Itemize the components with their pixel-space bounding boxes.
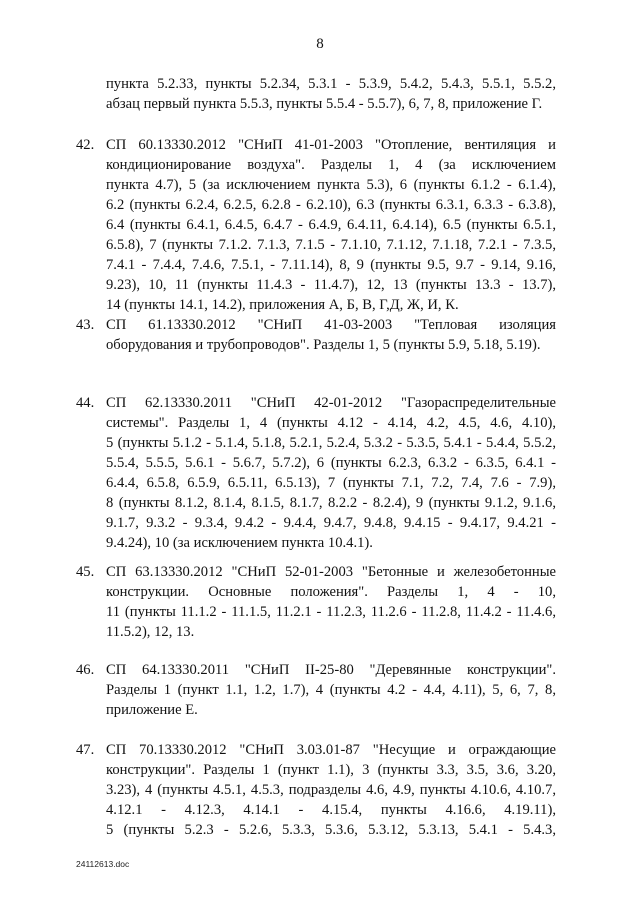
- list-item: [76, 135, 556, 315]
- text-line: 14 (пункты 14.1, 14.2), приложения А, Б, В, Г,Д, Ж, И, К.: [106, 297, 459, 313]
- list-item: [76, 660, 556, 720]
- text-line: СП 63.13330.2012 "СНиП 52-01-2003 "Бетонные и железобетонные: [106, 564, 556, 580]
- text-line: СП 64.13330.2011 "СНиП II-25-80 "Деревянные конструкции".: [106, 662, 556, 678]
- item-text: [106, 660, 556, 720]
- text-line: 9.23), 10, 11 (пункты 11.4.3 - 11.4.7), 12, 13 (пункты 13.3 - 13.7),: [106, 277, 556, 293]
- item-text: [106, 315, 556, 355]
- item-number: 45.: [76, 564, 95, 580]
- item-text: [106, 135, 556, 315]
- text-line: 6.4 (пункты 6.4.1, 6.4.5, 6.4.7 - 6.4.9, 6.4.11, 6.4.14), 6.5 (пункты 6.5.1,: [106, 217, 556, 233]
- list-item: [76, 562, 556, 642]
- item-number: 46.: [76, 662, 95, 678]
- text-line: Разделы 1 (пункт 1.1, 1.2, 1.7), 4 (пункты 4.2 - 4.4, 4.11), 5, 6, 7, 8,: [106, 682, 556, 698]
- item-number: 43.: [76, 317, 95, 333]
- text-line: 7.4.1 - 7.4.4, 7.4.6, 7.5.1, - 7.11.14), 8, 9 (пункты 9.5, 9.7 - 9.14, 9.16,: [106, 257, 556, 273]
- text-line: приложение Е.: [106, 702, 198, 718]
- item-text: [106, 740, 556, 840]
- list-item: [76, 740, 556, 840]
- text-line: пункта 4.7), 5 (за исключением пункта 5.3), 6 (пункты 6.1.2 - 6.1.4),: [106, 177, 556, 193]
- item-text: [106, 393, 556, 553]
- text-line: 6.5.8), 7 (пункты 7.1.2. 7.1.3, 7.1.5 - 7.1.10, 7.1.12, 7.1.18, 7.2.1 - 7.3.5,: [106, 237, 556, 253]
- file-name-footer: 24112613.doc: [76, 859, 130, 869]
- item-number: 44.: [76, 395, 95, 411]
- text-line: абзац первый пункта 5.5.3, пункты 5.5.4 - 5.5.7), 6, 7, 8, приложение Г.: [106, 96, 543, 112]
- page-number: 8: [316, 36, 324, 52]
- text-line: оборудования и трубопроводов". Разделы 1, 5 (пункты 5.9, 5.18, 5.19).: [106, 337, 541, 353]
- text-line: 6.2 (пункты 6.2.4, 6.2.5, 6.2.8 - 6.2.10), 6.3 (пункты 6.3.1, 6.3.3 - 6.3.8),: [106, 197, 556, 213]
- text-line: 6.4.4, 6.5.8, 6.5.9, 6.5.11, 6.5.13), 7 (пункты 7.1, 7.2, 7.4, 7.6 - 7.9),: [106, 475, 556, 491]
- list-item: [76, 315, 556, 355]
- item-number: 47.: [76, 742, 95, 758]
- text-line: 5.5.4, 5.5.5, 5.6.1 - 5.6.7, 5.7.2), 6 (пункты 6.2.3, 6.3.2 - 6.3.5, 6.4.1 -: [106, 455, 556, 471]
- text-line: 11.5.2), 12, 13.: [106, 624, 195, 640]
- text-line: системы". Разделы 1, 4 (пункты 4.12 - 4.14, 4.2, 4.5, 4.6, 4.10),: [106, 415, 556, 431]
- text-line: СП 61.13330.2012 "СНиП 41-03-2003 "Тепловая изоляция: [106, 317, 556, 333]
- list-item: [76, 393, 556, 553]
- item-number: 42.: [76, 137, 95, 153]
- text-line: 9.4.24), 10 (за исключением пункта 10.4.1).: [106, 535, 373, 551]
- text-line: 9.1.7, 9.3.2 - 9.3.4, 9.4.2 - 9.4.4, 9.4.7, 9.4.8, 9.4.15 - 9.4.17, 9.4.21 -: [106, 515, 556, 531]
- text-line: пункта 5.2.33, пункты 5.2.34, 5.3.1 - 5.3.9, 5.4.2, 5.4.3, 5.5.1, 5.5.2,: [106, 76, 556, 92]
- text-line: 5 (пункты 5.2.3 - 5.2.6, 5.3.3, 5.3.6, 5.3.12, 5.3.13, 5.4.1 - 5.4.3,: [106, 822, 556, 838]
- item-text: [106, 562, 556, 642]
- text-line: конструкции. Основные положения". Разделы 1, 4 - 10,: [106, 584, 556, 600]
- text-line: 11 (пункты 11.1.2 - 11.1.5, 11.2.1 - 11.2.3, 11.2.6 - 11.2.8, 11.4.2 - 11.4.6,: [106, 604, 556, 620]
- text-line: конструкции". Разделы 1 (пункт 1.1), 3 (пункты 3.3, 3.5, 3.6, 3.20,: [106, 762, 556, 778]
- text-line: кондиционирование воздуха". Разделы 1, 4 (за исключением: [106, 157, 556, 173]
- text-line: СП 62.13330.2011 "СНиП 42-01-2012 "Газораспределительные: [106, 395, 556, 411]
- text-line: СП 60.13330.2012 "СНиП 41-01-2003 "Отопление, вентиляция и: [106, 137, 556, 153]
- text-line: 4.12.1 - 4.12.3, 4.14.1 - 4.15.4, пункты 4.16.6, 4.19.11),: [106, 802, 556, 818]
- text-line: 3.23), 4 (пункты 4.5.1, 4.5.3, подразделы 4.6, 4.9, пункты 4.10.6, 4.10.7,: [106, 782, 556, 798]
- text-line: СП 70.13330.2012 "СНиП 3.03.01-87 "Несущие и ограждающие: [106, 742, 556, 758]
- continuation-paragraph: [106, 74, 556, 114]
- text-line: 8 (пункты 8.1.2, 8.1.4, 8.1.5, 8.1.7, 8.2.2 - 8.2.4), 9 (пункты 9.1.2, 9.1.6,: [106, 495, 556, 511]
- text-line: 5 (пункты 5.1.2 - 5.1.4, 5.1.8, 5.2.1, 5.2.4, 5.3.2 - 5.3.5, 5.4.1 - 5.4.4, 5.5.2,: [106, 435, 556, 451]
